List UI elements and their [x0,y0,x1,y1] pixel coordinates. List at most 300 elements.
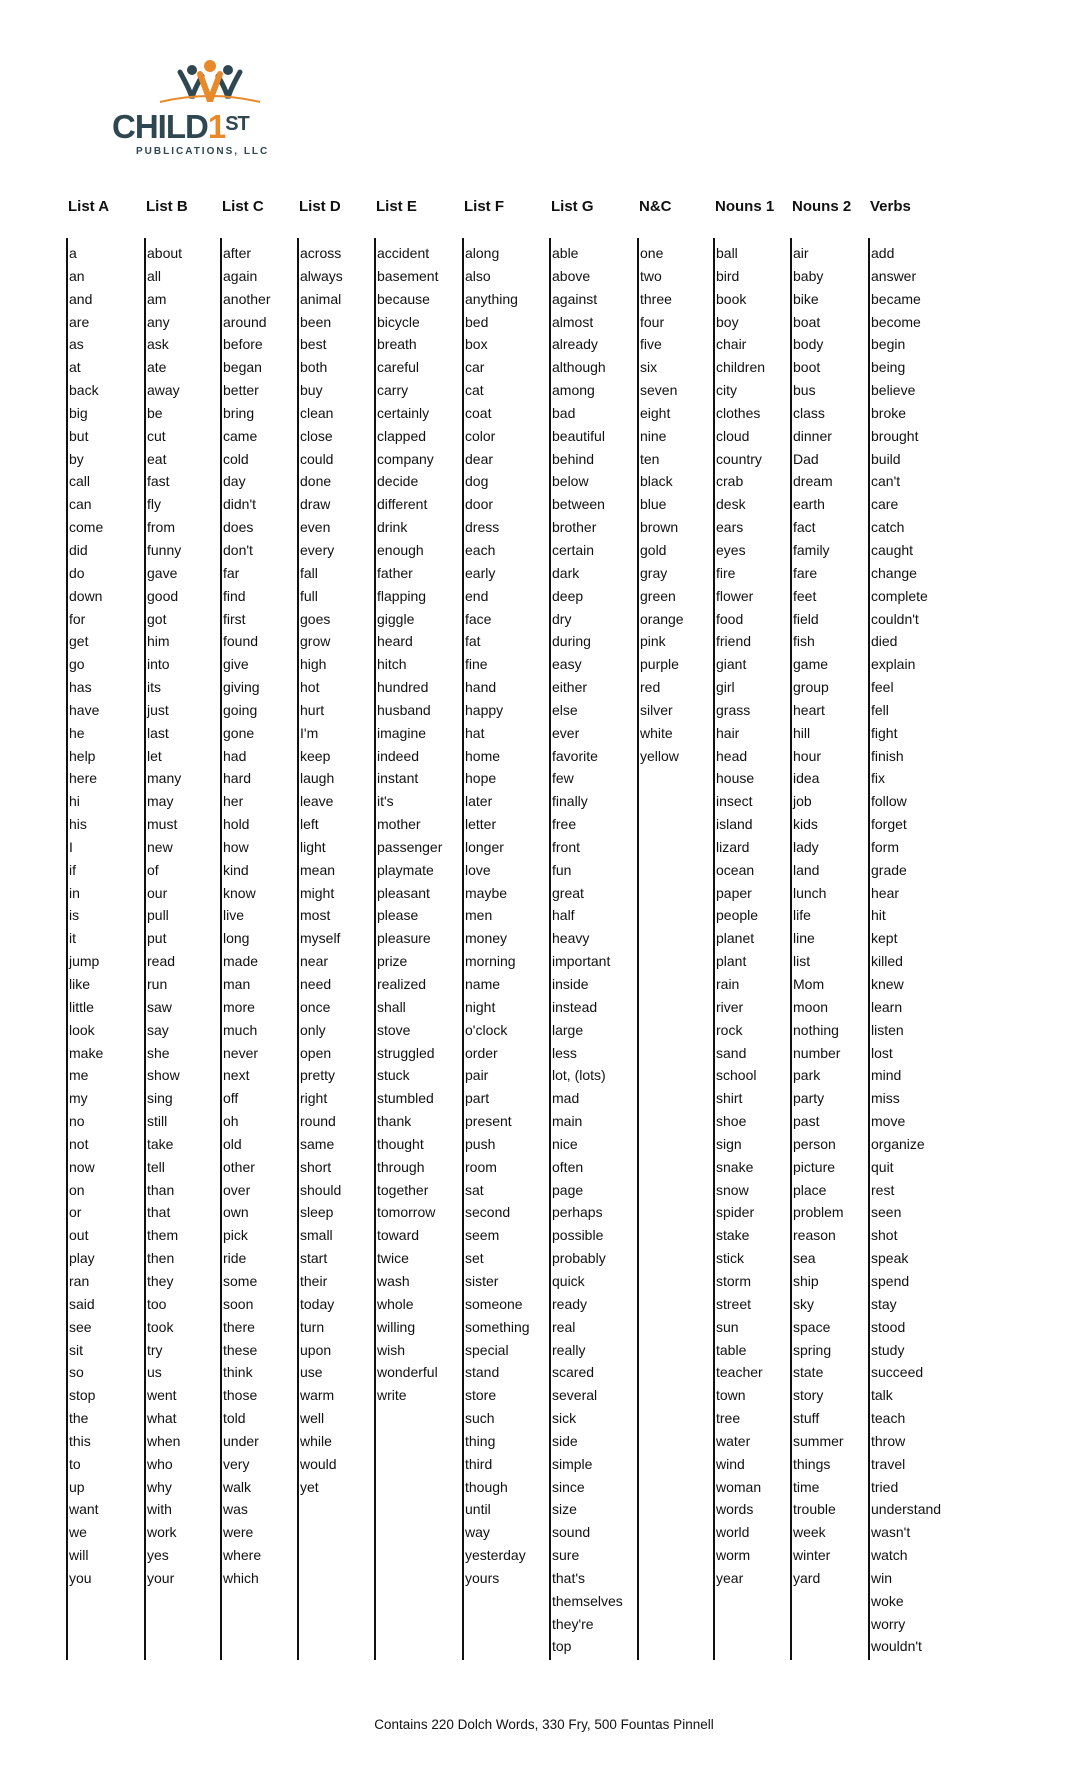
list-item: where [223,1547,262,1564]
list-item: came [223,427,258,444]
list-item: big [69,404,88,421]
list-item: paper [716,884,752,901]
list-item: sat [465,1181,484,1198]
list-item: each [465,541,496,558]
list-item: bicycle [377,313,420,330]
list-item: stake [716,1227,750,1244]
list-item: white [640,724,673,741]
list-item: picture [793,1158,836,1175]
list-item: lady [793,838,819,855]
list-item: money [465,930,508,947]
list-item: killed [871,953,903,970]
list-item: black [640,473,673,490]
list-item: front [552,838,581,855]
list-item: in [69,884,80,901]
list-item: work [147,1524,177,1541]
list-item: made [223,953,259,970]
list-item: to [69,1455,81,1472]
list-item: careful [377,359,420,376]
list-item: list [793,953,811,970]
list-item: dry [552,610,572,627]
list-item: hitch [377,656,407,673]
list-item: heart [793,701,825,718]
list-item: because [377,290,430,307]
list-item: couldn't [871,610,919,627]
list-item: chair [716,336,747,353]
list-item: hair [716,724,740,741]
list-item: line [793,930,815,947]
list-item: dinner [793,427,832,444]
list-item: this [69,1432,91,1449]
list-item: need [300,976,332,992]
list-item: go [69,656,85,673]
list-item: water [716,1432,751,1449]
list-item: though [465,1478,508,1495]
list-item: coat [465,404,492,421]
list-item: few [552,770,574,787]
list-item: no [69,1113,85,1130]
list-item: good [147,587,179,604]
list-item: feet [793,587,817,604]
list-item: special [465,1341,509,1358]
list-item: which [223,1569,259,1586]
list-item: way [465,1524,490,1541]
list-item: yellow [640,747,679,764]
list-item: lost [871,1044,893,1061]
list-item: sing [147,1090,173,1107]
list-item: don't [223,541,253,558]
word-list [144,242,182,1590]
list-item: being [871,359,906,376]
list-item: gold [640,541,667,558]
list-item: time [793,1478,820,1495]
list-item: clean [300,404,334,421]
list-item: fact [793,519,816,536]
list-item: at [69,359,81,376]
list-item: river [716,998,744,1015]
list-item: out [69,1227,89,1244]
list-item: take [147,1135,174,1152]
list-item: top [552,1638,572,1655]
list-item: warm [300,1387,335,1404]
list-item: brother [552,519,597,536]
list-item: next [223,1067,250,1084]
list-item: five [640,336,662,353]
list-item: half [552,907,575,924]
list-item: ran [69,1272,90,1289]
list-item: seen [871,1204,902,1221]
list-item: quit [871,1158,894,1175]
list-item: died [871,633,898,650]
list-item: his [69,816,87,833]
list-item: wind [716,1455,745,1472]
list-item: make [69,1044,104,1061]
list-item: caught [871,541,914,558]
list-item: carry [377,382,409,399]
list-item: if [69,861,76,878]
list-item: worm [716,1547,751,1564]
list-item: orange [640,610,684,627]
list-item: an [69,267,85,284]
list-item: stove [377,1021,411,1038]
list-item: went [147,1387,177,1404]
list-item: eat [147,450,167,467]
list-item: kids [793,816,818,833]
list-item: nothing [793,1021,839,1038]
list-item: baby [793,267,824,284]
list-item: land [793,861,820,878]
list-item: story [793,1387,824,1404]
list-item: sleep [300,1204,334,1221]
list-item: short [300,1158,332,1175]
list-item: party [793,1090,825,1107]
list-item: soon [223,1295,254,1312]
list-item: fat [465,633,481,650]
list-item: might [300,884,335,901]
list-item: game [793,656,829,673]
list-item: also [465,267,491,284]
list-item: hurt [300,701,325,718]
list-item: air [793,245,809,261]
list-item: find [223,587,246,604]
list-item: island [716,816,753,833]
list-item: push [465,1135,496,1152]
list-item: boat [793,313,821,330]
list-item: know [223,884,256,901]
list-item: eight [640,404,671,421]
list-item: far [223,564,240,581]
list-item: house [716,770,755,787]
list-item: things [793,1455,831,1472]
list-item: begin [871,336,906,353]
list-item: ocean [716,861,755,878]
list-item: new [147,838,173,855]
list-item: since [552,1478,585,1495]
list-item: have [69,701,100,718]
list-item: company [377,450,434,467]
list-item: cold [223,450,249,467]
list-item: such [465,1410,495,1427]
list-item: planet [716,930,755,947]
list-item: goes [300,610,331,627]
list-item: heavy [552,930,590,947]
list-item: tell [147,1158,165,1175]
list-item: I'm [300,724,319,741]
list-item: old [223,1135,242,1152]
list-item: again [223,267,258,284]
list-item: those [223,1387,258,1404]
list-item: last [147,724,169,741]
list-item: probably [552,1250,606,1267]
list-item: father [377,564,413,581]
list-item: told [223,1410,246,1427]
list-item: basement [377,267,439,284]
list-item: right [300,1090,328,1107]
list-item: she [147,1044,170,1061]
list-item: myself [300,930,341,947]
list-item: reason [793,1227,836,1244]
list-item: flapping [377,587,427,604]
list-item: thing [465,1432,496,1449]
list-item: kind [223,861,249,878]
list-item: stand [465,1364,500,1381]
list-item: understand [871,1501,942,1518]
list-item: favorite [552,747,598,764]
list-item: of [147,861,159,878]
list-item: fun [552,861,572,878]
list-item: sand [716,1044,747,1061]
list-item: yes [147,1547,169,1564]
list-item: fly [147,496,161,513]
list-item: snow [716,1181,749,1198]
list-item: class [793,404,825,421]
list-item: among [552,382,595,399]
list-item: below [552,473,589,490]
list-item: although [552,359,606,376]
list-item: you [69,1569,92,1586]
list-item: close [300,427,333,444]
list-item: lizard [716,838,750,855]
list-item: later [465,793,493,810]
list-item: home [465,747,501,764]
list-item: breath [377,336,417,353]
list-item: see [69,1318,92,1335]
list-item: leave [300,793,334,810]
list-item: certainly [377,404,430,421]
list-item: some [223,1272,258,1289]
list-item: yours [465,1569,500,1586]
list-item: stay [871,1295,897,1312]
list-item: follow [871,793,907,810]
list-item: tree [716,1410,741,1427]
list-item: under [223,1432,259,1449]
word-list [374,242,442,1407]
list-item: sure [552,1547,580,1564]
list-item: spider [716,1204,755,1221]
list-item: people [716,907,759,924]
list-item: very [223,1455,250,1472]
list-item: above [552,267,591,284]
list-item: field [793,610,819,627]
list-item: clothes [716,404,761,421]
list-item: enough [377,541,424,558]
list-item: like [69,976,91,992]
list-item: try [147,1341,163,1358]
list-item: beautiful [552,427,605,444]
list-item: hot [300,679,320,696]
list-item: full [300,587,318,604]
list-item: teacher [716,1364,763,1381]
list-item: wash [377,1272,410,1289]
list-item: about [147,245,183,261]
column-header: List D [299,198,341,215]
list-item: hit [871,907,886,924]
list-item: quick [552,1272,585,1289]
list-item: size [552,1501,577,1518]
column-header: List G [551,198,594,215]
list-item: not [69,1135,89,1152]
list-item: my [69,1090,88,1107]
list-item: more [223,998,255,1015]
list-item: sister [465,1272,499,1289]
list-item: read [147,953,176,970]
list-item: fish [793,633,815,650]
list-item: always [300,267,343,284]
logo-brand: CHILD1ST [112,108,249,145]
list-item: write [377,1387,407,1404]
list-item: eyes [716,541,746,558]
list-item: shall [377,998,406,1015]
list-item: possible [552,1227,604,1244]
list-item: page [552,1181,584,1198]
list-item: lunch [793,884,827,901]
list-item: against [552,290,598,307]
list-item: wonderful [377,1364,438,1381]
list-item: ship [793,1272,819,1289]
list-item: perhaps [552,1204,603,1221]
list-item: indeed [377,747,420,764]
list-item: listen [871,1021,904,1038]
list-item: why [147,1478,172,1495]
list-item: brought [871,427,919,444]
list-item: he [69,724,85,741]
column-header: List A [68,198,110,215]
list-item: knew [871,976,904,992]
list-item: else [552,701,578,718]
list-item: may [147,793,174,810]
list-item: grade [871,861,907,878]
list-item: tried [871,1478,899,1495]
list-item: dog [465,473,489,490]
list-item: Mom [793,976,825,992]
list-item: first [223,610,246,627]
list-item: same [300,1135,335,1152]
list-item: whole [377,1295,414,1312]
list-item: room [465,1158,497,1175]
list-item: flower [716,587,754,604]
list-item: both [300,359,328,376]
list-item: became [871,290,921,307]
list-item: are [69,313,90,330]
list-item: get [69,633,89,650]
list-item: woman [716,1478,762,1495]
list-item: talk [871,1387,893,1404]
list-item: use [300,1364,323,1381]
list-item: fight [871,724,898,741]
list-item: box [465,336,488,353]
list-item: pretty [300,1067,336,1084]
list-item: pleasant [377,884,430,901]
list-item: shirt [716,1090,743,1107]
list-item: play [69,1250,95,1267]
list-item: for [69,610,86,627]
word-list [66,242,103,1590]
list-item: call [69,473,91,490]
list-item: will [69,1547,89,1564]
list-item: stuff [793,1410,820,1427]
list-item: passenger [377,838,443,855]
list-item: part [465,1090,490,1107]
list-item: nice [552,1135,578,1152]
list-item: and [69,290,93,307]
list-item: different [377,496,428,513]
list-item: certain [552,541,595,558]
list-item: friend [716,633,752,650]
list-item: when [147,1432,181,1449]
list-item: maybe [465,884,508,901]
list-item: brown [640,519,679,536]
list-item: heard [377,633,413,650]
list-item: them [147,1227,179,1244]
list-item: bird [716,267,740,284]
list-item: better [223,382,259,399]
list-item: hat [465,724,485,741]
list-item: as [69,336,84,353]
list-item: snake [716,1158,754,1175]
column-header: List E [376,198,417,215]
list-item: one [640,245,664,261]
list-item: fire [716,564,736,581]
list-item: these [223,1341,258,1358]
list-item: state [793,1364,824,1381]
list-item: little [69,998,94,1015]
word-list [549,242,623,1658]
list-item: there [223,1318,255,1335]
list-item: show [147,1067,180,1084]
list-item: their [300,1272,328,1289]
list-item: bike [793,290,819,307]
word-list [462,242,530,1590]
list-item: the [69,1410,89,1427]
list-item: it's [377,793,394,810]
list-item: am [147,290,167,307]
list-item: dream [793,473,833,490]
list-item: could [300,450,334,467]
list-item: anything [465,290,518,307]
list-item: become [871,313,921,330]
list-item: by [69,450,84,467]
list-item: tomorrow [377,1204,436,1221]
list-item: Dad [793,450,819,467]
list-item: into [147,656,170,673]
list-item: over [223,1181,251,1198]
list-item: grass [716,701,751,718]
list-item: rain [716,976,740,992]
list-item: just [147,701,169,718]
list-item: food [716,610,744,627]
list-item: world [716,1524,750,1541]
list-item: blue [640,496,667,513]
list-item: imagine [377,724,427,741]
column-header: Nouns 2 [792,198,852,215]
list-item: moon [793,998,829,1015]
list-item: who [147,1455,173,1472]
list-item: door [465,496,494,513]
list-item: hundred [377,679,429,696]
list-item: store [465,1387,497,1404]
list-item: o'clock [465,1021,508,1038]
list-item: wasn't [871,1524,911,1541]
list-item: love [465,861,491,878]
list-item: help [69,747,96,764]
list-item: name [465,976,501,992]
list-item: mad [552,1090,580,1107]
list-item: turn [300,1318,325,1335]
list-item: year [716,1569,744,1586]
list-item: found [223,633,259,650]
list-item: boot [793,359,821,376]
list-item: place [793,1181,827,1198]
